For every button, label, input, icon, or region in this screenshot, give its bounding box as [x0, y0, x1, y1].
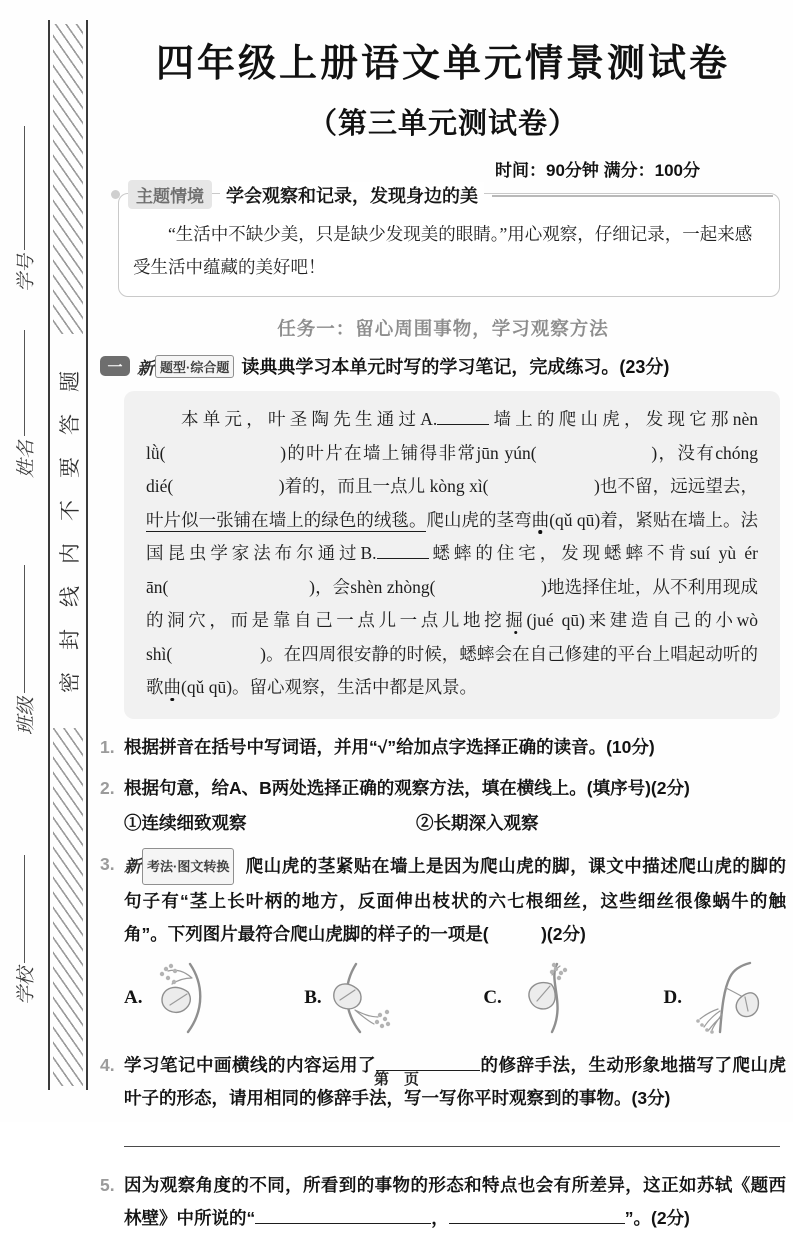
school-label: 学校	[15, 966, 37, 1005]
question-1-number: 1.	[100, 736, 115, 757]
question-1-text: 根据拼音在括号中写词语，并用“√”给加点字选择正确的读音。(10分)	[124, 736, 655, 757]
section-one-instruction: 读典典学习本单元时写的学习笔记，完成练习。(23分)	[241, 357, 670, 377]
seal-line-left	[48, 20, 50, 1090]
seal-line-right	[86, 20, 88, 1090]
question-3-text: 爬山虎的茎紧贴在墙上是因为爬山虎的脚，课文中描述爬山虎的脚的句子有“茎上长叶柄的地方，反面伸出枝状的六七根细丝，这些细丝很像蜗牛的触角”。下列图片最符合爬山虎脚的样子的一项是( )(2分)	[124, 855, 786, 944]
vine-option-c-image	[510, 961, 574, 1035]
seal-text: 密封线内不要答题	[58, 349, 82, 693]
choice-d-label: D.	[663, 987, 682, 1008]
class-label: 班级	[15, 696, 37, 735]
question-list	[100, 731, 786, 1235]
theme-badge: 主题情境	[128, 180, 212, 209]
question-2-text: 根据句意，给A、B两处选择正确的观察方法，填在横线上。(填序号)(2分)	[124, 777, 690, 798]
question-4-text: 学习笔记中画横线的内容运用了 的修辞手法，生动形象地描写了爬山虎叶子的形态，请用相同的修辞手法，写一写你平时观察到的事物。(3分)	[124, 1054, 786, 1108]
new-question-type-badge	[137, 354, 234, 379]
question-5	[100, 1169, 786, 1235]
school-blank[interactable]	[23, 855, 25, 963]
choice-a[interactable]	[124, 961, 214, 1035]
option-1[interactable]: ①连续细致观察	[124, 812, 247, 833]
time-score-meta: 时间：90分钟 满分：100分	[495, 161, 700, 180]
choice-d[interactable]	[664, 961, 760, 1035]
class-field[interactable]	[4, 565, 44, 735]
task-one-heading: 任务一：留心周围事物，学习观察方法	[277, 318, 609, 339]
new-method-badge	[124, 848, 234, 885]
question-2-number: 2.	[100, 777, 115, 798]
school-field[interactable]	[4, 855, 44, 1005]
student-id-blank[interactable]	[23, 126, 25, 250]
question-4	[100, 1049, 786, 1147]
theme-title: 学会观察和记录，发现身边的美	[220, 182, 484, 208]
new-method-badge-prefix: 新	[124, 856, 141, 876]
vine-option-a-image	[150, 961, 214, 1035]
choice-b[interactable]	[304, 961, 393, 1035]
question-4-number: 4.	[100, 1054, 115, 1075]
theme-rule	[492, 195, 773, 197]
vine-option-d-image	[690, 961, 760, 1035]
choice-a-label: A.	[124, 987, 143, 1008]
main-content	[100, 26, 786, 1243]
choice-c[interactable]	[483, 961, 573, 1035]
question-5-text: 因为观察角度的不同，所看到的事物的形态和特点也会有所差异，这正如苏轼《题西林壁》中所说的“ ， ”。(2分)	[124, 1174, 786, 1228]
new-badge-box: 题型·综合题	[155, 355, 234, 378]
question-4-answer-line[interactable]	[124, 1145, 780, 1147]
question-3-number: 3.	[100, 853, 115, 874]
page-title: 四年级上册语文单元情景测试卷	[155, 43, 730, 85]
theme-dot-icon	[111, 190, 120, 199]
choice-c-label: C.	[483, 987, 502, 1008]
question-2	[100, 772, 786, 840]
study-notes-passage: 本单元，叶圣陶先生通过A. 墙上的爬山虎，发现它那nèn lǜ( )的叶片在墙上铺得非常jūn yún( )，没有chóng dié( )着的，而且一点儿 kòng xì( )也不留，远远望去，叶片似一张铺在墙上的绿色的绒毯。爬山虎的茎弯曲(qǔ qū)着，紧贴在墙上。法国昆虫学家法布尔通过B. 蟋蟀的住宅，发现蟋蟀不肯suí yù ér ān( )，会shèn zhòng( )地选择住址，从不利用现成的洞穴，而是靠自己一点儿一点儿地挖掘(jué qū)来建造自己的小wò shì( )。在四周很安静的时候，蟋蟀会在自己修建的平台上唱起动听的歌曲(qǔ qū)。留心观察，生活中都是风景。	[146, 409, 759, 697]
question-1	[100, 731, 786, 764]
theme-context-box	[118, 185, 780, 297]
theme-header	[111, 180, 773, 209]
student-name-blank[interactable]	[23, 330, 25, 436]
section-number-badge: 一	[100, 356, 130, 376]
option-2[interactable]: ②长期深入观察	[416, 812, 539, 833]
student-id-field[interactable]	[4, 126, 44, 292]
choice-b-label: B.	[304, 987, 322, 1008]
theme-body-text: “生活中不缺少美，只是缺少发现美的眼睛。”用心观察，仔细记录，一起来感受生活中蕴藏的美好吧！	[133, 224, 753, 277]
seal-hatch-bottom	[53, 728, 83, 1086]
question-3	[100, 848, 786, 1041]
page-number-footer: 第 页	[373, 1071, 419, 1088]
class-blank[interactable]	[23, 565, 25, 693]
seal-hatch-top	[53, 24, 83, 334]
new-badge-prefix: 新	[137, 358, 154, 378]
question-5-number: 5.	[100, 1174, 115, 1195]
question-2-options	[124, 807, 786, 840]
student-id-label: 学号	[15, 253, 37, 292]
page-subtitle: （第三单元测试卷）	[307, 108, 578, 140]
student-name-label: 姓名	[15, 439, 37, 478]
study-notes-passage-box	[124, 391, 780, 719]
student-name-field[interactable]	[4, 330, 44, 478]
new-method-badge-box: 考法·图文转换	[142, 848, 234, 885]
section-one-intro	[100, 353, 786, 379]
vine-option-b-image	[330, 961, 394, 1035]
question-3-choices	[124, 951, 786, 1041]
